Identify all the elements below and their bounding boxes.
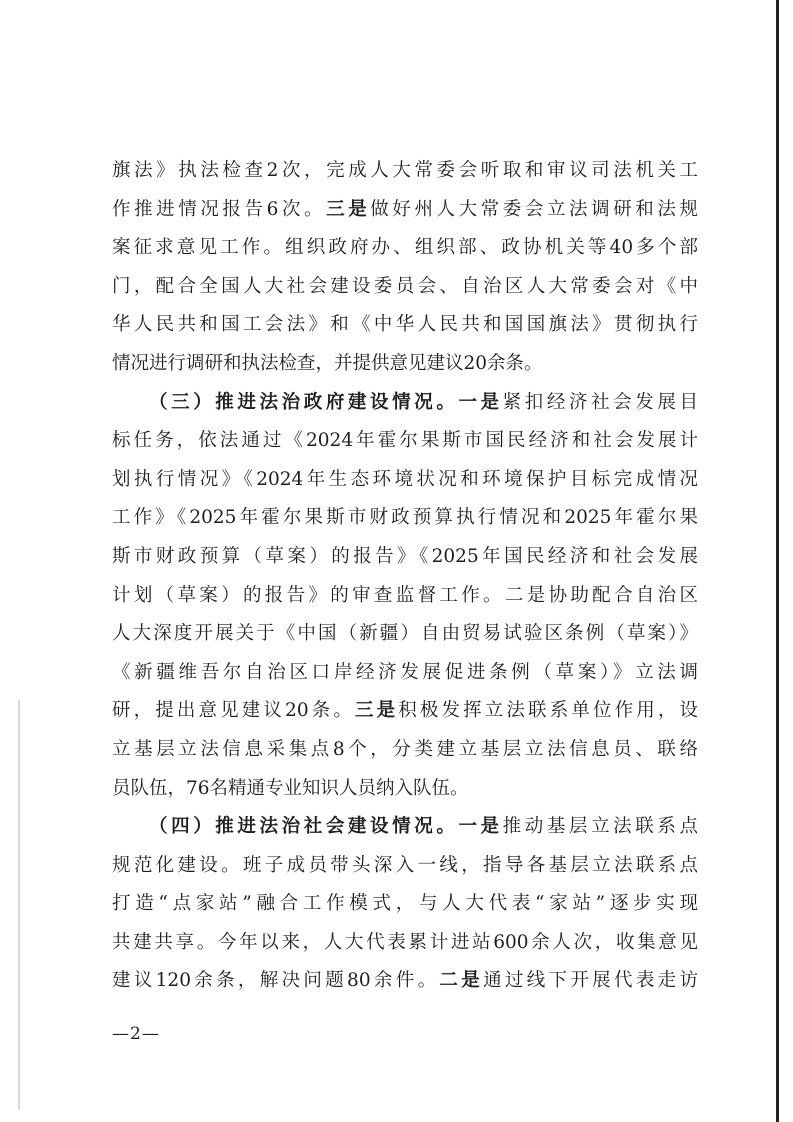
line-text: 斯市财政预算（草案）的报告》《2025年国民经济和社会发展 [112, 545, 698, 567]
line-text: 计划（草案）的报告》的审查监督工作。二是协助配合自治区 [112, 584, 698, 606]
paragraph-line [112, 422, 698, 461]
paragraph-line [112, 885, 698, 924]
line-text: 工作》《2025年霍尔果斯市财政预算执行情况和2025年霍尔果 [112, 507, 698, 529]
paragraph-line [112, 770, 698, 809]
lead-marker: 一是 [458, 391, 503, 413]
document-body [112, 152, 698, 1001]
lead-marker: 三是 [355, 700, 399, 722]
section-heading-line [112, 808, 698, 847]
paragraph-line [112, 654, 698, 693]
line-text: 案征求意见工作。组织政府办、组织部、政协机关等40多个部 [112, 237, 698, 259]
paragraph-line [112, 847, 698, 886]
paragraph-line [112, 345, 698, 384]
paragraph-line [112, 924, 698, 963]
line-text: 规范化建设。班子成员带头深入一线，指导各基层立法联系点 [112, 854, 698, 876]
line-text: 门，配合全国人大社会建设委员会、自治区人大常委会对《中 [112, 275, 698, 297]
line-text: 紧扣经济社会发展目 [502, 391, 698, 413]
paragraph-line [112, 229, 698, 268]
line-text: 旗法》执法检查2次，完成人大常委会听取和审议司法机关工 [112, 160, 698, 181]
lead-marker: 二是 [439, 970, 484, 992]
paragraph-line [112, 306, 698, 345]
line-text: 人大深度开展关于《中国（新疆）自由贸易试验区条例（草案）》 [112, 623, 698, 645]
line-text: 立基层立法信息采集点8个，分类建立基层立法信息员、联络 [112, 738, 698, 760]
line-text: 推动基层立法联系点 [502, 816, 698, 838]
paragraph-line [112, 461, 698, 500]
section-3-heading: （三）推进法治政府建设情况。 [149, 391, 459, 413]
line-text: 作推进情况报告6次。 [112, 198, 327, 220]
lead-marker: 三是 [326, 198, 371, 220]
line-text: 情况进行调研和执法检查，并提供意见建议20余条。 [112, 352, 543, 374]
line-text: 员队伍，76名精通专业知识人员纳入队伍。 [112, 777, 469, 799]
line-text: 通过线下开展代表走访 [483, 970, 698, 992]
paragraph-line [112, 731, 698, 770]
line-text: 划执行情况》《2024年生态环境状况和环境保护目标完成情况 [112, 468, 698, 490]
paragraph-line [112, 538, 698, 577]
paragraph-line [112, 268, 698, 307]
page-number: —2— [112, 1024, 160, 1044]
paragraph-line [112, 152, 698, 191]
lead-marker: 一是 [458, 816, 503, 838]
section-heading-line [112, 384, 698, 423]
line-text: 华人民共和国工会法》和《中华人民共和国国旗法》贯彻执行 [112, 314, 698, 336]
paragraph-line [112, 499, 698, 538]
section-4-heading: （四）推进法治社会建设情况。 [149, 816, 459, 838]
line-text: 《新疆维吾尔自治区口岸经济发展促进条例（草案）》立法调 [112, 661, 698, 683]
line-text: 做好州人大常委会立法调研和法规 [370, 198, 698, 220]
scan-edge-right [776, 0, 779, 1122]
line-text: 研，提出意见建议20条。 [112, 700, 355, 722]
line-text: 积极发挥立法联系单位作用，设 [398, 700, 698, 722]
paragraph-line [112, 692, 698, 731]
line-text: 标任务，依法通过《2024年霍尔果斯市国民经济和社会发展计 [112, 430, 698, 452]
scan-edge-left [18, 700, 20, 1110]
paragraph-line [112, 962, 698, 1001]
line-text: 共建共享。今年以来，人大代表累计进站600余人次，收集意见 [112, 931, 698, 953]
line-text: 建议120余条，解决问题80余件。 [112, 970, 440, 992]
paragraph-line [112, 191, 698, 230]
paragraph-line [112, 615, 698, 654]
paragraph-line [112, 577, 698, 616]
line-text: 打造“点家站”融合工作模式，与人大代表“家站”逐步实现 [112, 893, 698, 915]
